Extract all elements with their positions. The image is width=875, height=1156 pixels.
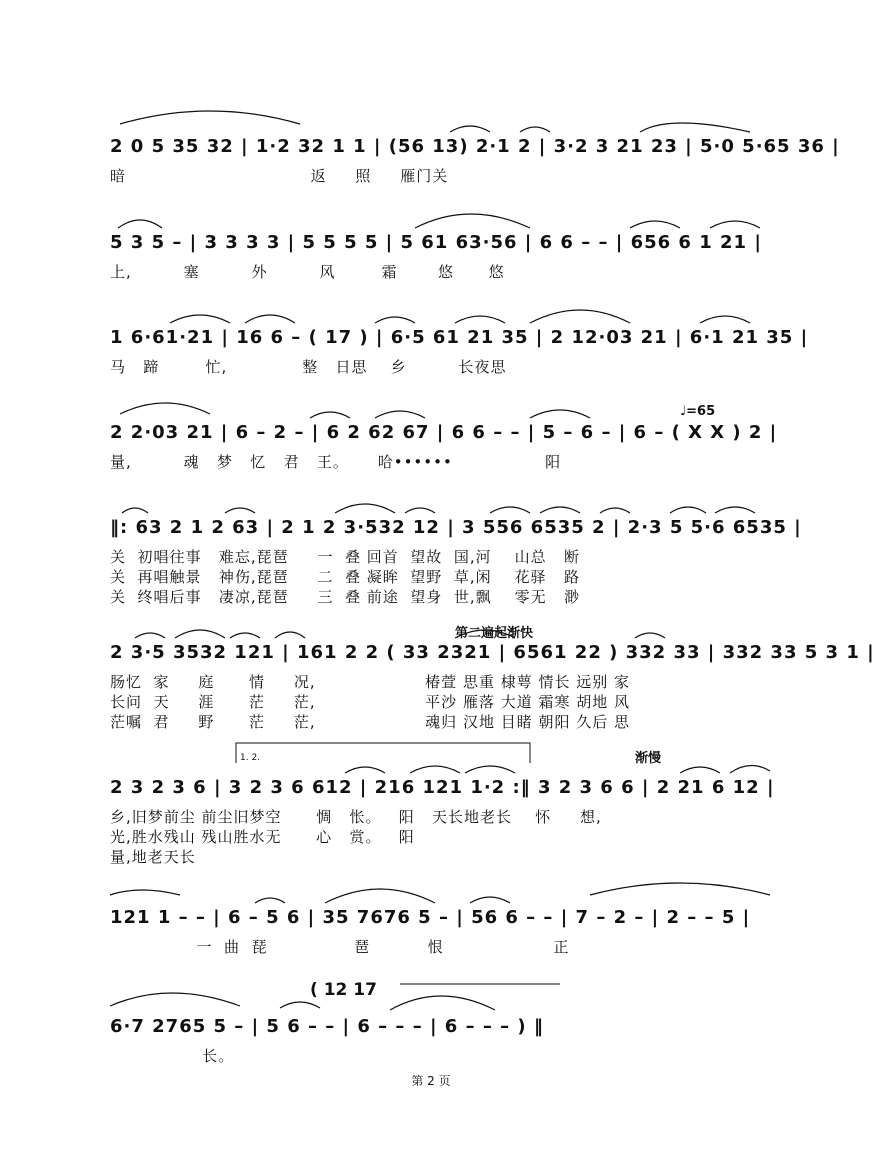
tempo-text: 渐慢 (635, 751, 662, 766)
notes-line: 2 2·03 21 | 6 – 2 – | 6 2 62 67 | 6 6 – – | 5 – 6 – | 6 – ( X X ) 2 | (110, 422, 778, 443)
lyrics-line-2: 关 再唱触景 神伤,琵琶 二 叠 凝眸 望野 草,闲 花驿 路 (110, 568, 580, 586)
lyrics-line-2: 光,胜水残山 残山胜水无 心 赏。 阳 (110, 828, 415, 846)
upper-notes: ( 12 17 (310, 980, 377, 1000)
lyrics-line: 量, 魂 梦 忆 君 王。 哈•••••• 阳 (110, 453, 562, 471)
slur-marks (110, 881, 770, 905)
lyrics-line-1: 乡,旧梦前尘 前尘旧梦空 惆 怅。 阳 天长地老长 怀 想, (110, 808, 602, 826)
lyrics-line-3: 茫嘱 君 野 茫 茫, 魂归 汉地 目睹 朝阳 久后 思 (110, 713, 631, 731)
tempo-text: 第二遍起渐快 (455, 626, 534, 641)
tempo-value: =65 (686, 404, 716, 419)
slur-marks (110, 396, 770, 420)
tempo-marking: ♩=65 (680, 404, 716, 419)
lyrics-line: 一 曲 琵 琶 恨 正 (110, 938, 570, 956)
notes-line: 1 6·61·21 | 16 6 – ( 17 ) | 6·5 61 21 35 | 2 12·03 21 | 6·1 21 35 | (110, 327, 809, 348)
slur-marks (110, 110, 770, 134)
notes-line: 5 3 5 – | 3 3 3 3 | 5 5 5 5 | 5 61 63·56 | 6 6 – – | 656 6 1 21 | (110, 232, 762, 253)
notes-line: 2 3·5 3532 121 | 161 2 2 ( 33 2321 | 6561 22 ) 332 33 | 332 33 5 3 1 | (110, 642, 875, 663)
lyrics-line-1: 关 初唱往事 难忘,琵琶 一 叠 回首 望故 国,河 山总 断 (110, 548, 580, 566)
lyrics-line-3: 量,地老天长 (110, 848, 196, 866)
slur-marks (110, 751, 770, 775)
notes-line: 2 0 5 35 32 | 1·2 32 1 1 | (56 13) 2·1 2 | 3·2 3 21 23 | 5·0 5·65 36 | (110, 136, 840, 157)
notes-line: 121 1 – – | 6 – 5 6 | 35 7676 5 – | 56 6 – – | 7 – 2 – | 2 – – 5 | (110, 907, 751, 928)
notes-line: 2 3 2 3 6 | 3 2 3 6 612 | 216 121 1·2 :‖ 3 2 3 6 6 | 2 21 6 12 | (110, 777, 775, 798)
slur-marks (110, 990, 770, 1014)
lyrics-line-2: 长问 天 涯 茫 茫, 平沙 雁落 大道 霜寒 胡地 风 (110, 693, 631, 711)
slur-marks (110, 491, 770, 515)
notes-line: ‖: 63 2 1 2 63 | 2 1 2 3·532 12 | 3 556 6535 2 | 2·3 5 5·6 6535 | (110, 517, 802, 538)
lyrics-line: 长。 (110, 1047, 235, 1065)
lyrics-line: 上, 塞 外 风 霜 悠 悠 (110, 263, 505, 281)
lyrics-line: 暗 返 照 雁门关 (110, 167, 449, 185)
page-number: 第 2 页 (411, 1074, 451, 1088)
slur-marks (110, 206, 770, 230)
lyrics-line-1: 肠忆 家 庭 情 况, 椿萱 思重 棣萼 情长 远别 家 (110, 673, 631, 691)
lyrics-line-3: 关 终唱后事 凄凉,琵琶 三 叠 前途 望身 世,飘 零无 渺 (110, 588, 580, 606)
notes-line: 6·7 2765 5 – | 5 6 – – | 6 – – – | 6 – – – ) ‖ (110, 1016, 544, 1037)
slur-marks (110, 616, 770, 640)
slur-marks (110, 301, 770, 325)
lyrics-line: 马 蹄 忙, 整 日思 乡 长夜思 (110, 358, 507, 376)
volta-label: 1. 2. (240, 753, 261, 763)
